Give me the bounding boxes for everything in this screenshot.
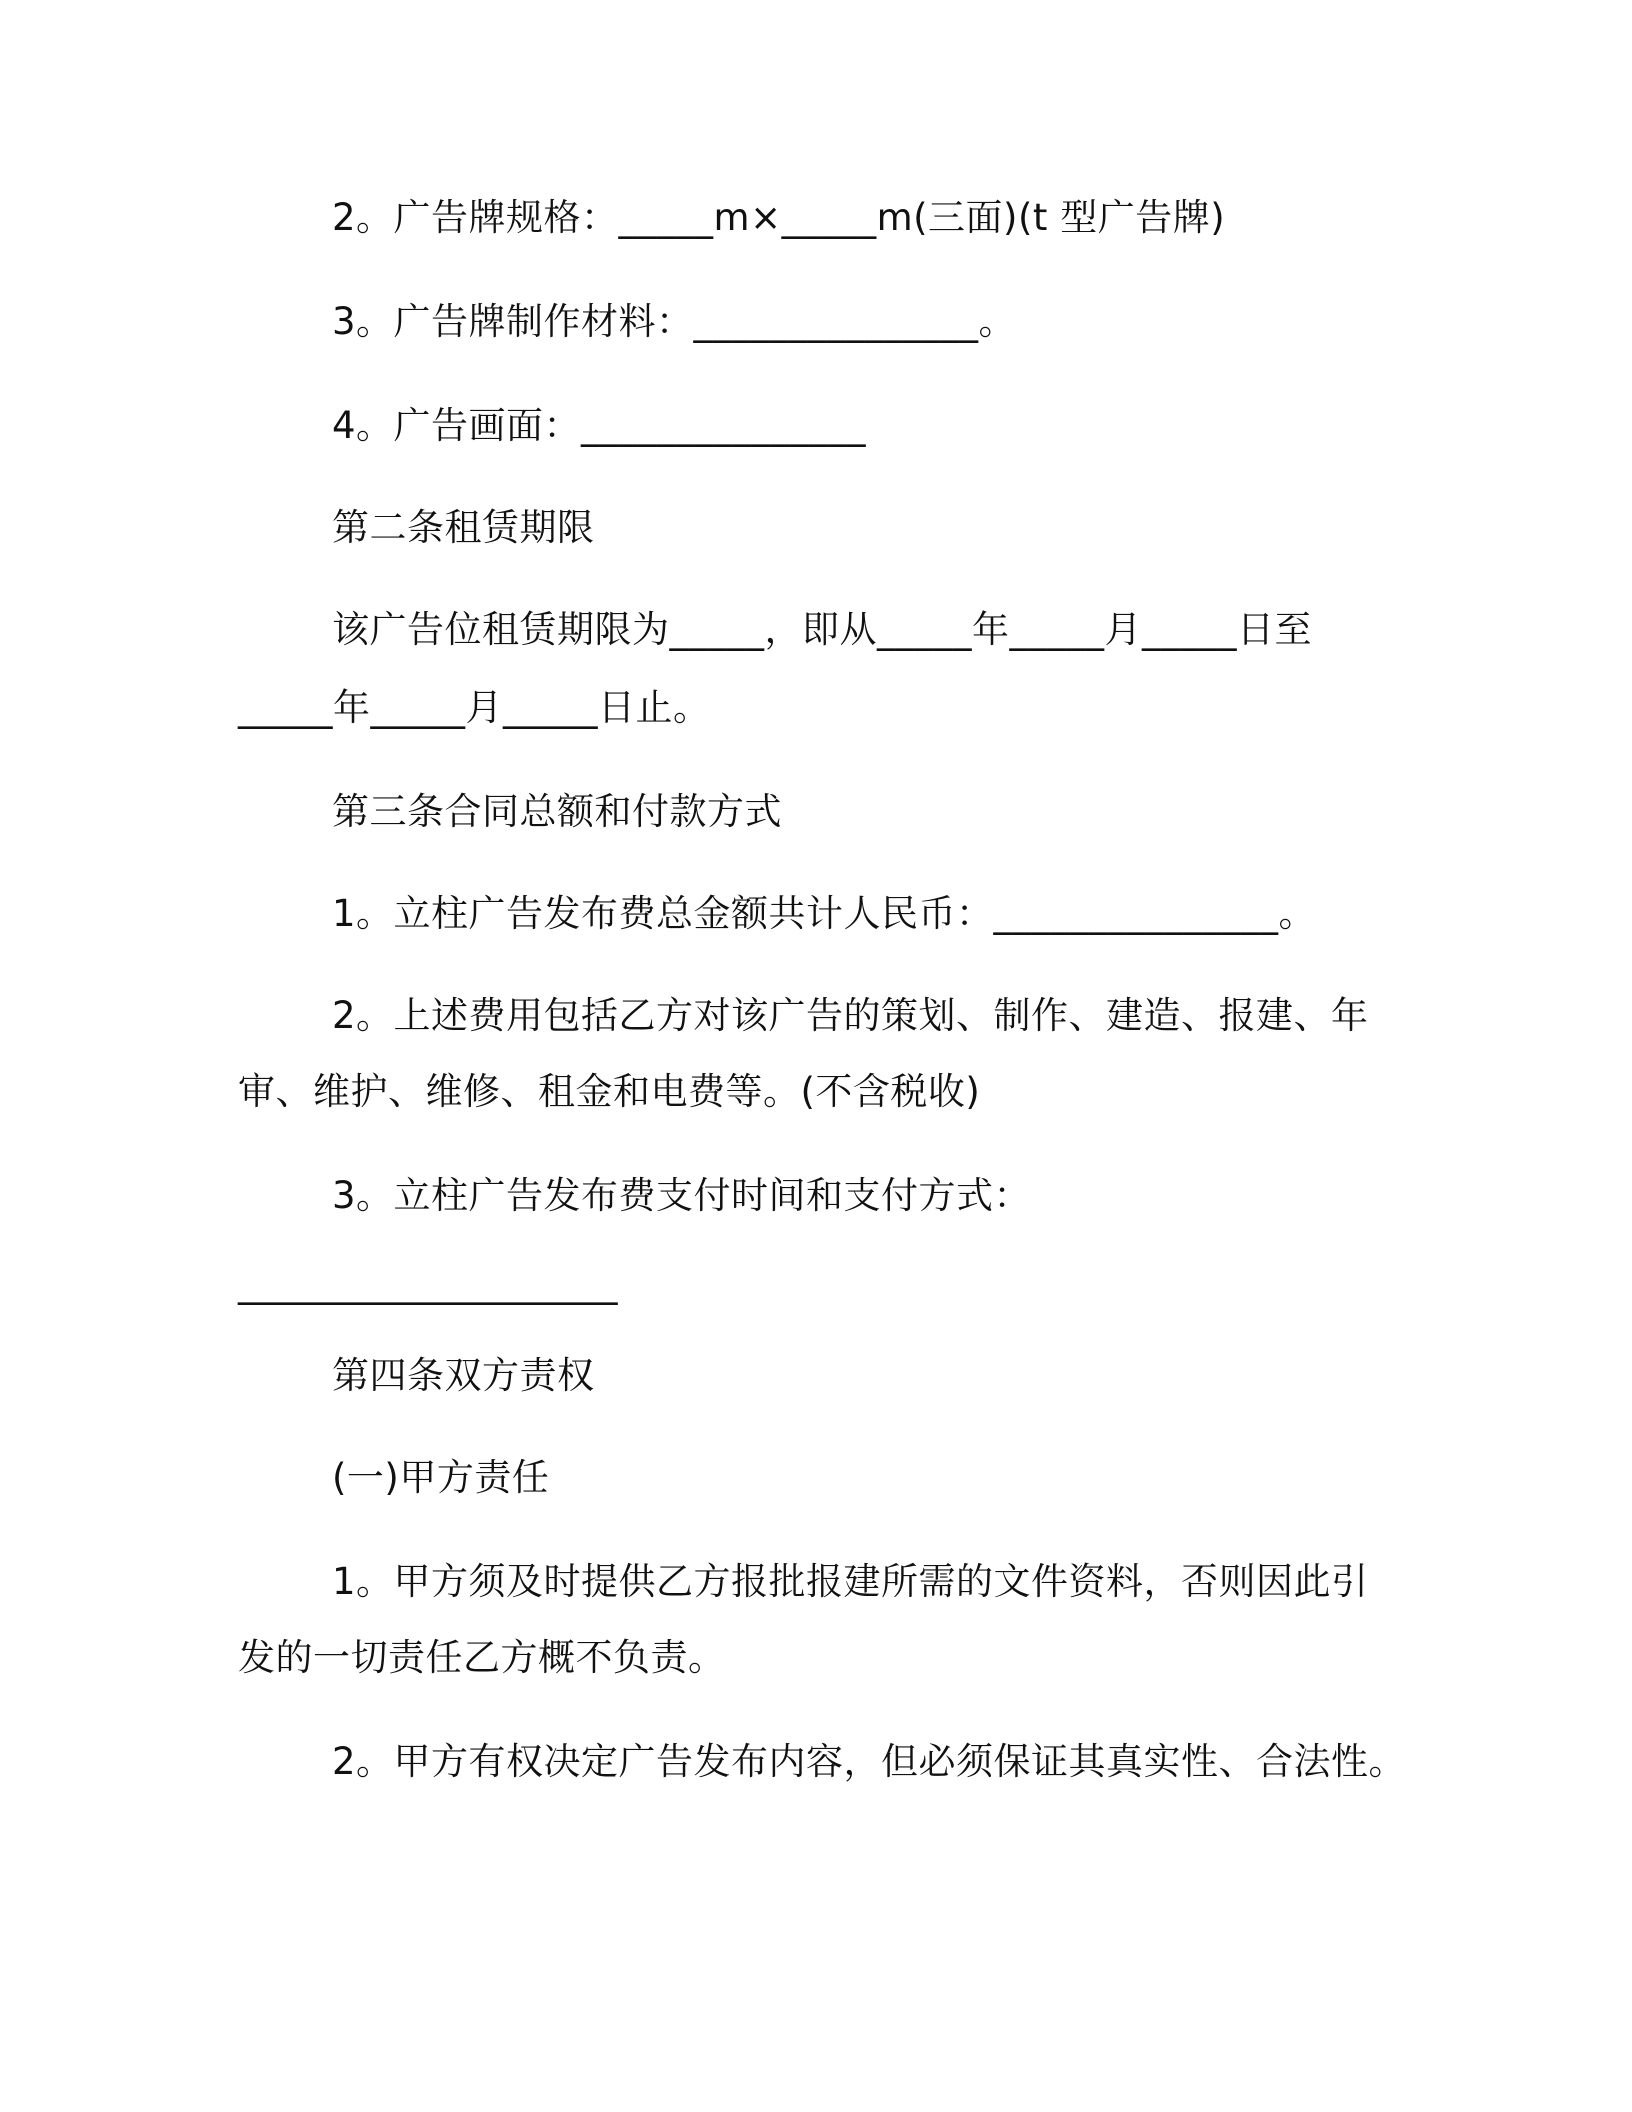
clause-1-item-2-billboard-size: 2。广告牌规格：_____m×_____m(三面)(t 型广告牌) <box>332 196 1226 239</box>
party-a-item-1-line-2: 发的一切责任乙方概不负责。 <box>238 1636 726 1679</box>
clause-1-item-4-ad-image: 4。广告画面：_______________ <box>332 404 867 447</box>
lease-term-text-line-2: _____年_____月_____日止。 <box>238 686 711 729</box>
lease-term-text-line-1: 该广告位租赁期限为_____，即从_____年_____月_____日至 <box>332 608 1312 651</box>
party-a-item-2: 2。甲方有权决定广告发布内容，但必须保证其真实性、合法性。 <box>332 1740 1407 1783</box>
clause-3-item-2-line-2: 审、维护、维修、租金和电费等。(不含税收) <box>238 1070 981 1113</box>
clause-3-item-2-line-1: 2。上述费用包括乙方对该广告的策划、制作、建造、报建、年 <box>332 994 1369 1037</box>
party-a-responsibility-heading: (一)甲方责任 <box>332 1456 550 1499</box>
clause-2-heading: 第二条租赁期限 <box>332 506 595 549</box>
payment-blank-line: ____________________ <box>238 1262 618 1305</box>
party-a-item-1-line-1: 1。甲方须及时提供乙方报批报建所需的文件资料，否则因此引 <box>332 1560 1369 1603</box>
clause-3-heading: 第三条合同总额和付款方式 <box>332 790 782 833</box>
clause-3-item-3-payment: 3。立柱广告发布费支付时间和支付方式： <box>332 1174 1032 1217</box>
clause-3-item-1-total-fee: 1。立柱广告发布费总金额共计人民币：_______________。 <box>332 892 1317 935</box>
clause-1-item-3-billboard-material: 3。广告牌制作材料：_______________。 <box>332 300 1017 343</box>
clause-4-heading: 第四条双方责权 <box>332 1354 595 1397</box>
